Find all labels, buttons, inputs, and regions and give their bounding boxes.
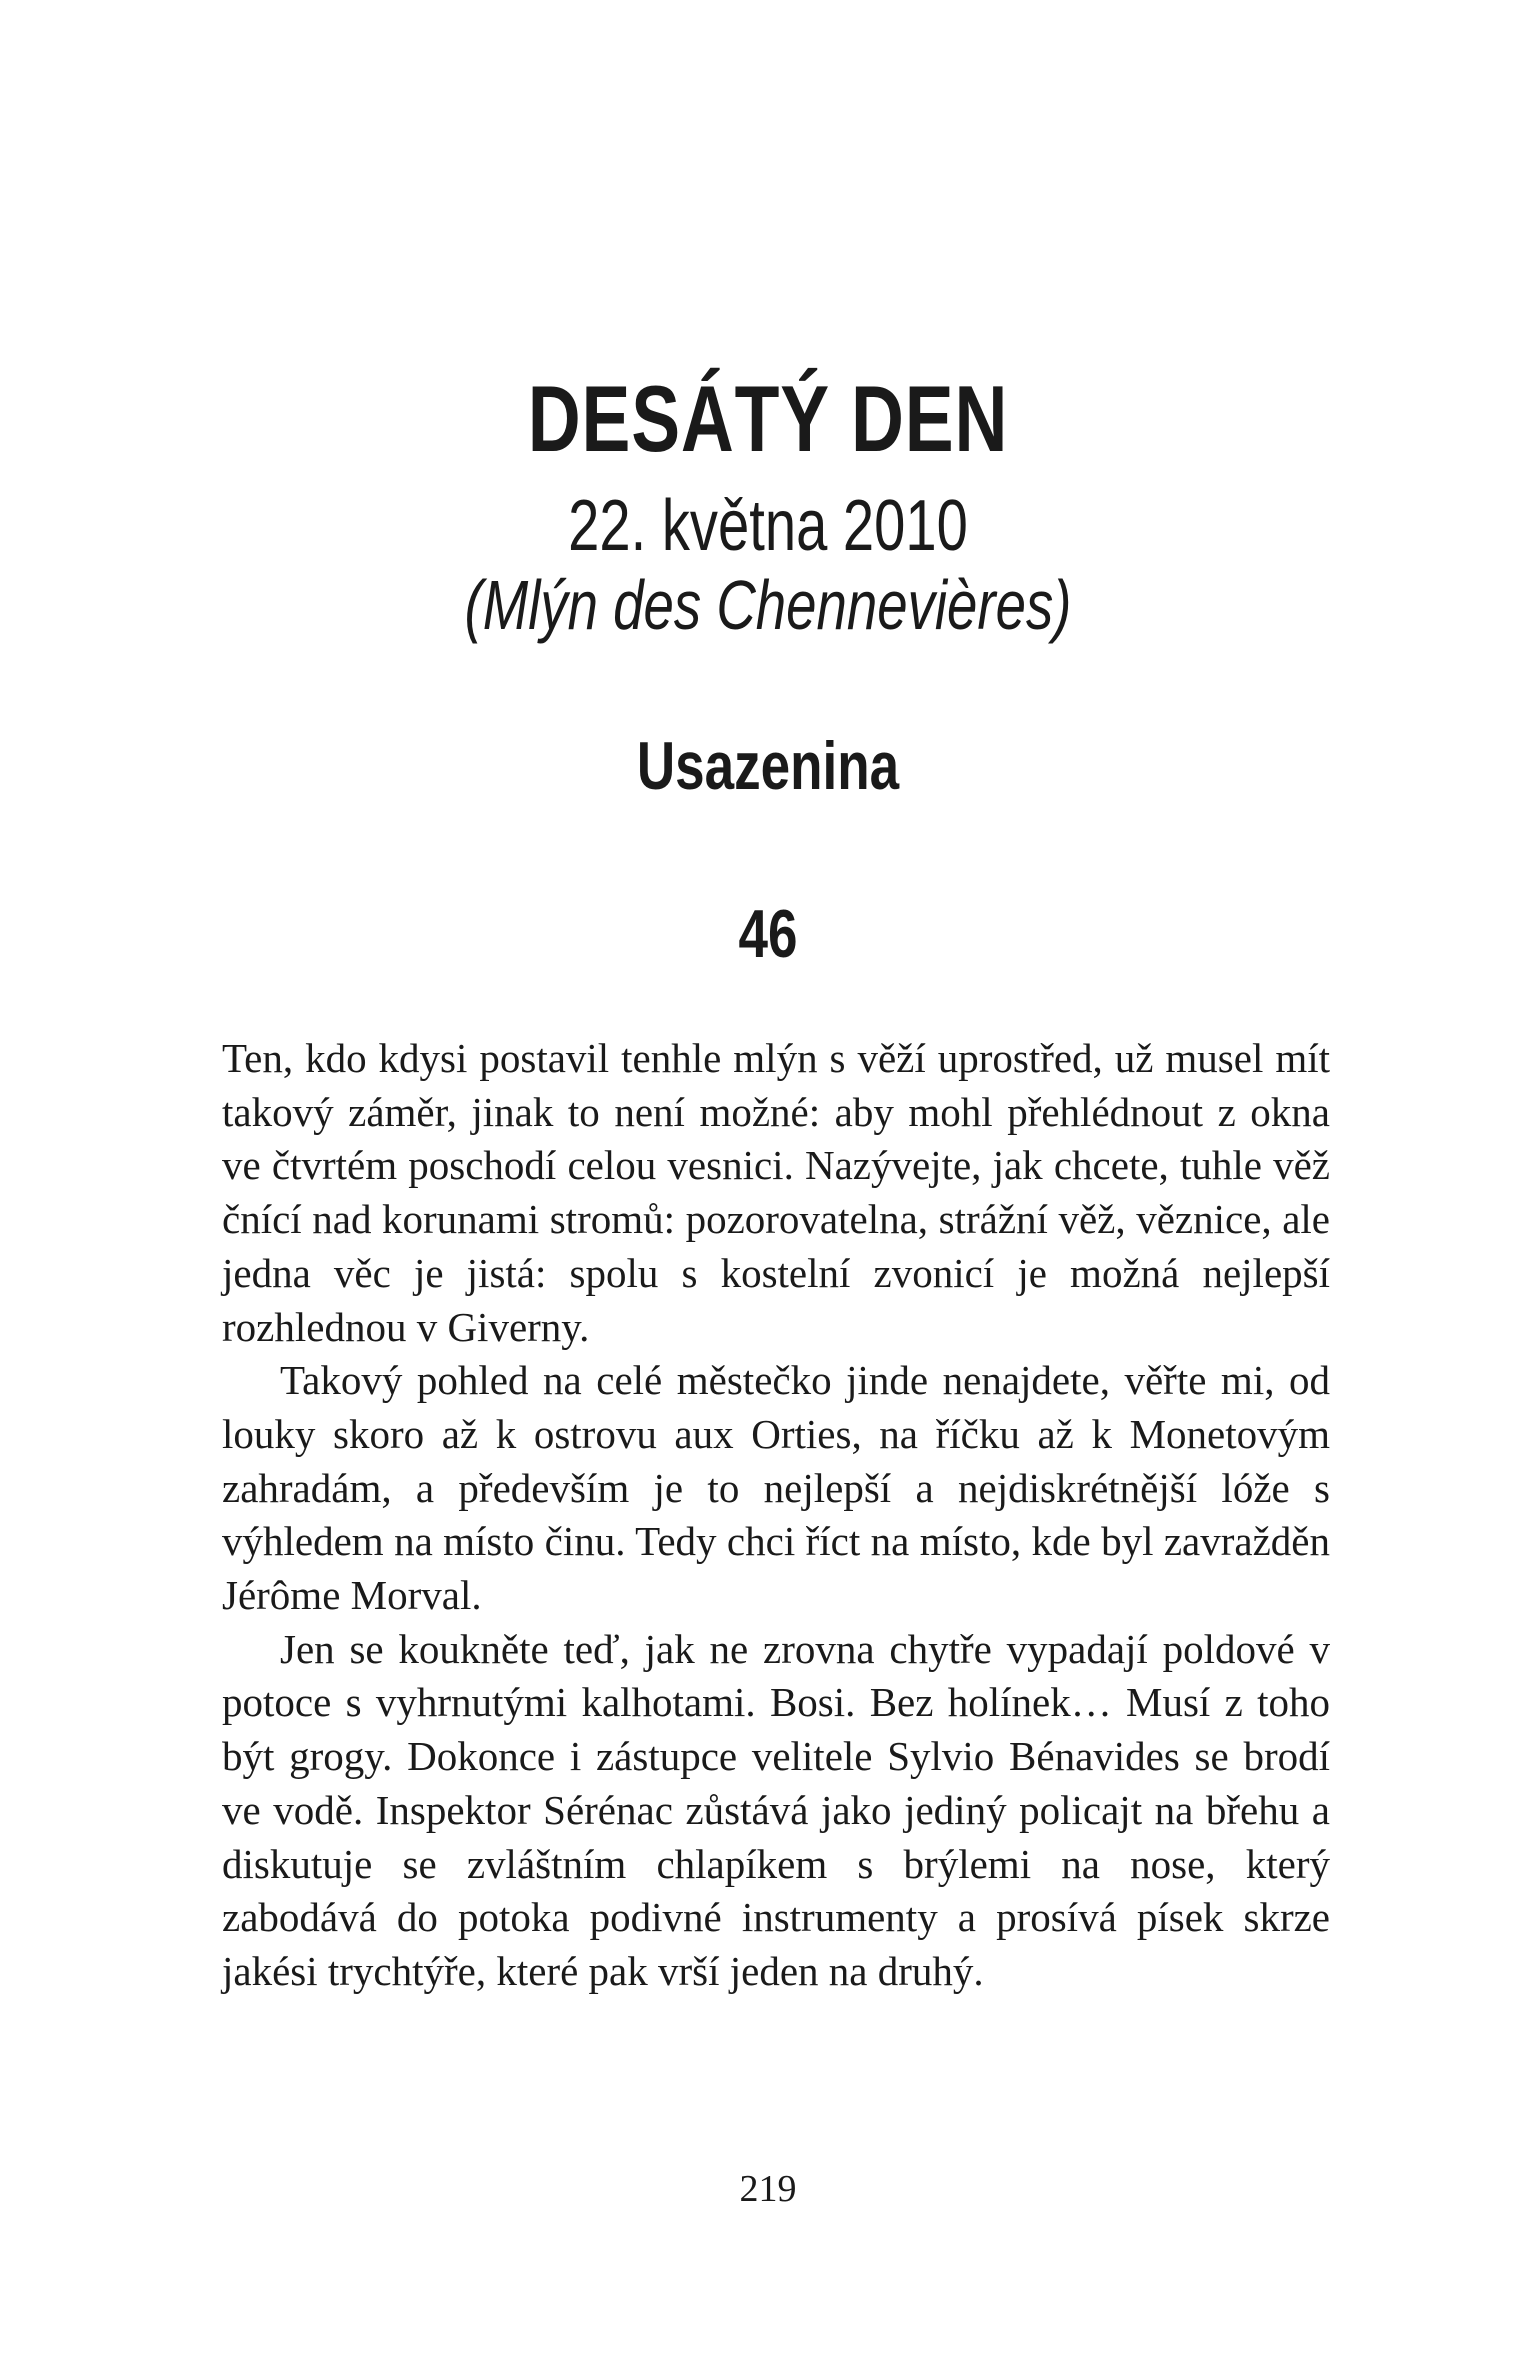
chapter-date: 22. května 2010: [568, 486, 968, 566]
paragraph-2: Takový pohled na celé městečko jinde nenajdete, věřte mi, od louky skoro až k ostrovu aux Orties, na říčku až k Monetovým zahradám, a především je to nejlepší a nejdiskrétnější lóže s výhledem na místo činu. Tedy chci říct na místo, kde byl zavražděn Jérôme Morval.: [222, 1357, 1330, 1619]
paragraph-3: Jen se koukněte teď, jak ne zrovna chytře vypadají poldové v potoce s vyhrnutými kalhotami. Bosi. Bez holínek… Musí z toho být grogy. Dokonce i zástupce velitele Sylvio Bénavides se brodí ve vodě. Inspektor Sérénac zůstává jako jediný policajt na břehu a diskutuje se zvláštním chlapíkem s brýlemi na nose, který zabodává do potoka podivné instrumenty a prosívá písek skrze jakési trychtýře, které pak vrší jeden na druhý.: [222, 1625, 1330, 1994]
chapter-location: (Mlýn des Chennevières): [464, 566, 1072, 644]
page-number: 219: [739, 2168, 797, 2210]
body-text: [222, 1032, 1330, 1999]
paragraph-1: Ten, kdo kdysi postavil tenhle mlýn s věží uprostřed, už musel mít takový záměr, jinak to není možné: aby mohl přehlédnout z okna ve čtvrtém poschodí celou vesnici. Nazývejte, jak chcete, tuhle věž čnící nad korunami stromů: pozorovatelna, strážní věž, věznice, ale jedna věc je jistá: spolu s kostelní zvonicí je možná nejlepší rozhlednou v Giverny.: [222, 1035, 1330, 1350]
section-title: Usazenina: [636, 728, 900, 804]
chapter-title: DESÁTÝ DEN: [527, 366, 1009, 471]
section-number: 46: [738, 896, 798, 972]
